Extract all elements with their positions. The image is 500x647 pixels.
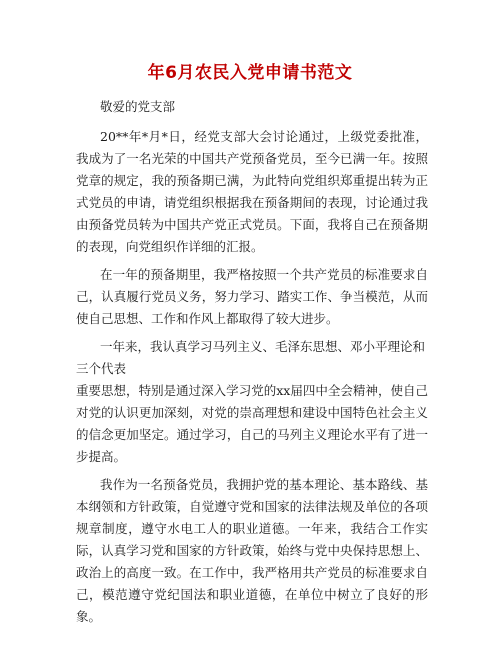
document-body (76, 96, 428, 634)
document-title: 年6月农民入党申请书范文 (147, 63, 353, 83)
paragraph-4: 我作为一名预备党员，我拥护党的基本理论、基本路线、基本纲领和方针政策，自觉遵守党和国家的法律法规及单位的各项规章制度，遵守水电工人的职业道德。一年来，我结合工作实际，认真学习党和国家的方针政策，始终与党中央保持思想上、政治上的高度一致。在工作中，我严格用共产党员的标准要求自己，模范遵守党纪国法和职业道德，在单位中树立了良好的形象。 (76, 477, 428, 624)
paragraph-3-body: 重要思想，特别是通过深入学习党的xx届四中全会精神，使自己对党的认识更加深刻，对党的崇高理想和建设中国特色社会主义的信念更加坚定。通过学习，自己的马列主义理论水平有了进一步提高。 (76, 383, 428, 464)
paragraph-1: 20**年*月*日，经党支部大会讨论通过，上级党委批准，我成为了一名光荣的中国共产党预备党员，至今已满一年。按照党章的规定，我的预备期已满，为此特向党组织郑重提出转为正式党员的申请，请党组织根据我在预备期间的表现，讨论通过我由预备党员转为中国共产党正式党员。下面，我将自己在预备期的表现，向党组织作详细的汇报。 (76, 129, 428, 254)
paragraph-3-phrase: 三个代表 (76, 361, 127, 376)
salutation: 敬爱的党支部 (100, 99, 176, 114)
paragraph-3-line: 一年来，我认真学习马列主义、毛泽东思想、邓小平理论和 (100, 339, 426, 354)
paragraph-2: 在一年的预备期里，我严格按照一个共产党员的标准要求自己，认真履行党员义务，努力学习、踏实工作、争当模范，从而使自己思想、工作和作风上都取得了较大进步。 (76, 267, 428, 326)
